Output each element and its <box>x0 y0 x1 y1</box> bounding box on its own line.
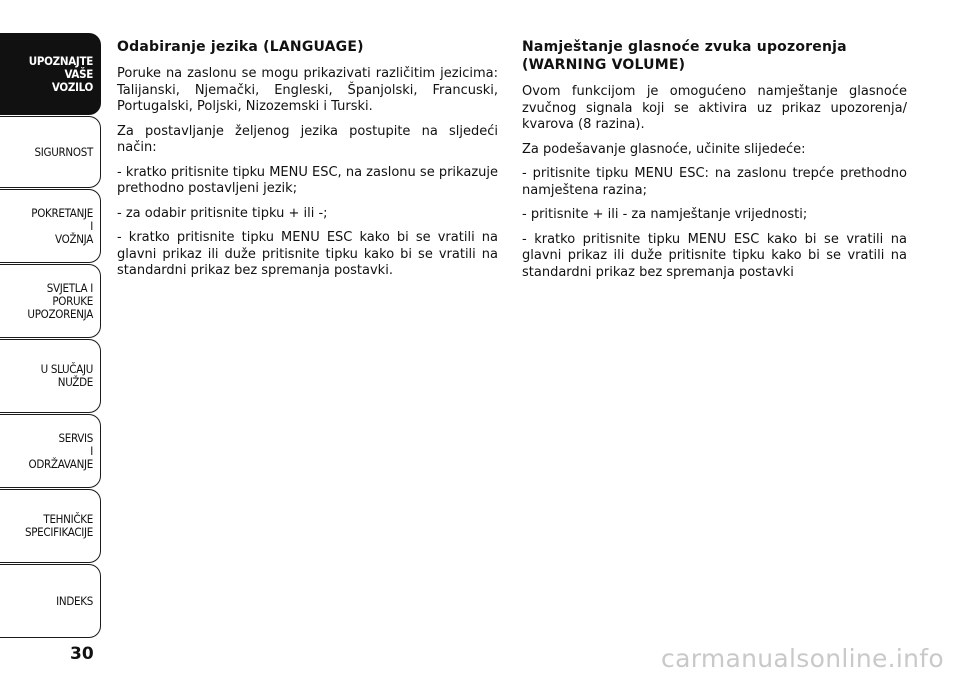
section-warning-volume <box>522 38 907 289</box>
tab-label-line: SPECIFIKACIJE <box>24 525 93 539</box>
tab-svjetla-i-poruke-upozorenja[interactable] <box>0 264 101 338</box>
tab-label-line: SIGURNOST <box>34 144 93 159</box>
paragraph: - kratko pritisnite tipku MENU ESC, na zaslonu se prikazuje prethodno postavljeni jezik; <box>117 164 498 196</box>
tab-label-line: U SLUČAJU <box>40 362 93 376</box>
tab-indeks[interactable] <box>0 564 101 638</box>
tab-label-line: VAŠE <box>64 66 93 81</box>
heading-line: (WARNING VOLUME) <box>522 57 686 73</box>
section-language <box>117 38 498 288</box>
tab-label-line: PORUKE <box>52 293 93 308</box>
paragraph: Za postavljanje željenog jezika postupite na sljedeći način: <box>117 123 498 155</box>
tab-label-line: SERVIS <box>58 430 93 445</box>
tab-sigurnost[interactable] <box>0 116 101 188</box>
section-heading: Odabiranje jezika (LANGUAGE) <box>117 39 364 55</box>
page-number: 30 <box>70 644 94 664</box>
tab-label-line: NUŽDE <box>57 375 93 389</box>
tab-label-line: I <box>90 443 93 458</box>
tab-label-line: POKRETANJE <box>31 205 93 220</box>
section-heading <box>522 38 907 74</box>
paragraph: - kratko pritisnite tipku MENU ESC kako bi se vratili na glavni prikaz ili duže pritisnite tipku kako bi se vratili na standardni prikaz bez spremanja postavki <box>522 231 907 280</box>
watermark: carmanualsonline.info <box>661 644 944 673</box>
tab-label-line: VOŽNJA <box>55 231 93 246</box>
tab-upoznajte-vase-vozilo[interactable] <box>0 33 101 115</box>
tab-servis-i-odrzavanje[interactable] <box>0 414 101 488</box>
tab-label-line: ODRŽAVANJE <box>28 456 93 471</box>
paragraph: Ovom funkcijom je omogućeno namještanje glasnoće zvučnog signala koji se aktivira uz prikaz upozorenja/ kvarova (8 razina). <box>522 84 907 132</box>
paragraph: - pritisnite + ili - za namještanje vrijednosti; <box>522 207 808 222</box>
tab-tehnicke-specifikacije[interactable] <box>0 489 101 563</box>
paragraph: - pritisnite tipku MENU ESC: na zaslonu trepće prethodno namještena razina; <box>522 166 907 198</box>
heading-line: Namještanje glasnoće zvuka upozorenja <box>522 39 847 55</box>
tab-u-slucaju-nuzde[interactable] <box>0 339 101 413</box>
paragraph: - kratko pritisnite tipku MENU ESC kako bi se vratili na glavni prikaz ili duže pritisnite tipku kako bi se vratili na standardni prikaz bez spremanja postavki. <box>117 230 498 278</box>
tab-label-line: I <box>90 218 93 233</box>
tab-label-line: INDEKS <box>56 593 93 608</box>
tab-label-line: UPOZNAJTE <box>28 53 93 68</box>
paragraph: - za odabir pritisnite tipku + ili -; <box>117 205 328 221</box>
tab-label-line: UPOZORENJA <box>27 306 93 321</box>
tab-label-line: SVJETLA I <box>46 280 93 295</box>
paragraph: Poruke na zaslonu se mogu prikazivati različitim jezicima: Talijanski, Njemački, Engleski, Španjolski, Francuski, Portugalski, Poljski, Nizozemski i Turski. <box>117 66 498 114</box>
tab-label-line: VOZILO <box>51 79 93 94</box>
paragraph: Za podešavanje glasnoće, učinite slijedeće: <box>522 141 806 157</box>
tab-label-line: TEHNIČKE <box>43 512 93 526</box>
tab-pokretanje-i-voznja[interactable] <box>0 189 101 263</box>
